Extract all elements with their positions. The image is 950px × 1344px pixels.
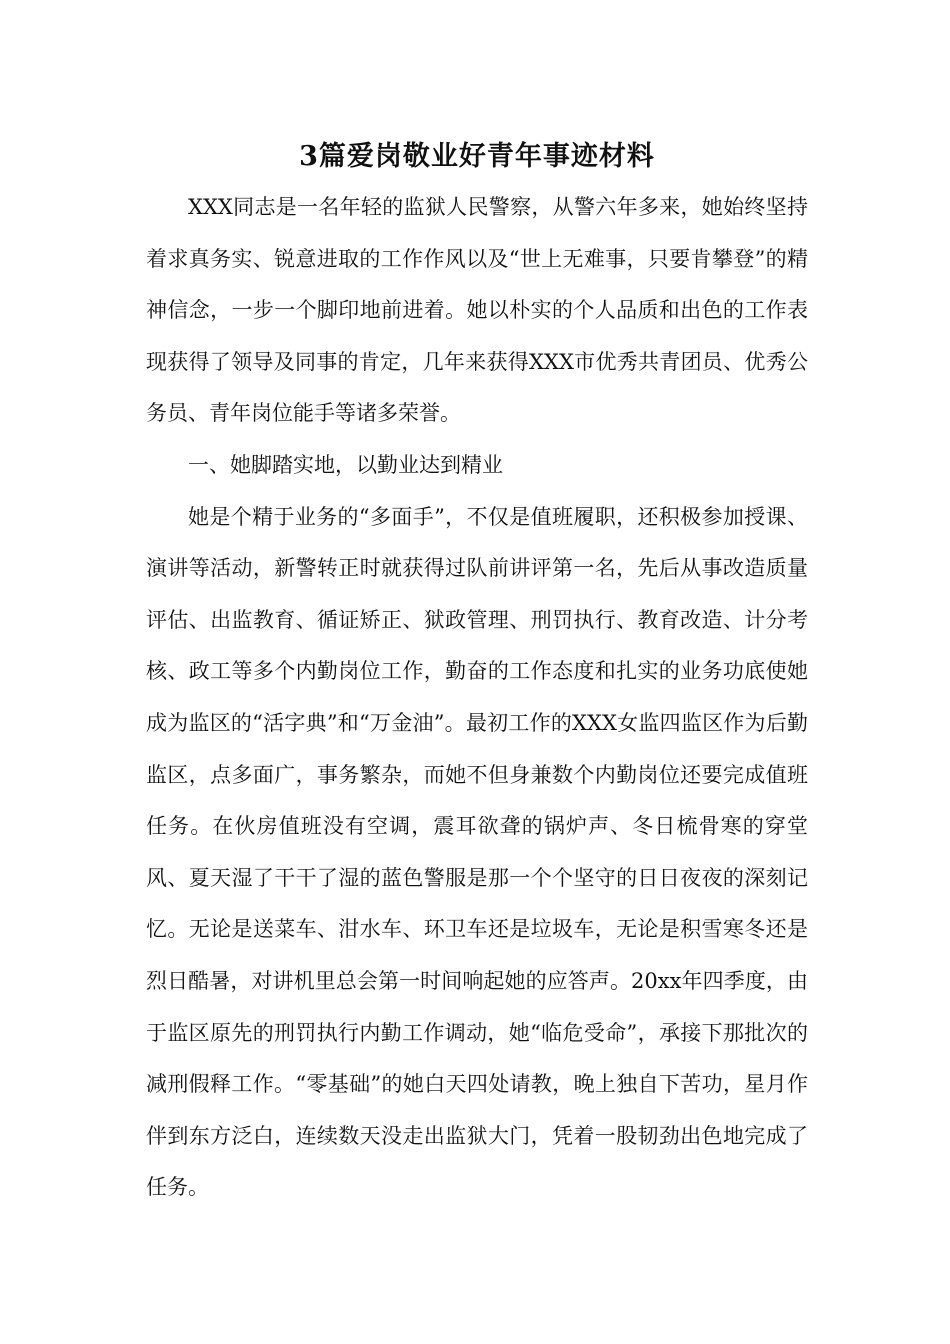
document-title: 3篇爱岗敬业好青年事迹材料 [299, 141, 655, 172]
section-heading: 一、她脚踏实地，以勤业达到精业 [188, 452, 503, 477]
document-page [146, 132, 808, 1214]
intro-paragraph: XXX同志是一名年轻的监狱人民警察，从警六年多来，她始终坚持着求真务实、锐意进取的工作作风以及“世上无难事，只要肯攀登”的精神信念，一步一个脚印地前进着。她以朴实的个人品质和出色的工作表现获得了领导及同事的肯定，几年来获得XXX市优秀共青团员、优秀公务员、青年岗位能手等诸多荣誉。 [146, 195, 808, 426]
section-paragraph: 她是个精于业务的“多面手”，不仅是值班履职，还积极参加授课、演讲等活动，新警转正时就获得过队前讲评第一名，先后从事改造质量评估、出监教育、循证矫正、狱政管理、刑罚执行、教育改造、计分考核、政工等多个内勤岗位工作，勤奋的工作态度和扎实的业务功底使她成为监区的“活字典”和“万金油”。最初工作的XXX女监四监区作为后勤监区，点多面广，事务繁杂，而她不但身兼数个内勤岗位还要完成值班任务。在伙房值班没有空调，震耳欲聋的锅炉声、冬日梳骨寒的穿堂风、夏天湿了干干了湿的蓝色警服是那一个个坚守的日日夜夜的深刻记忆。无论是送菜车、泔水车、环卫车还是垃圾车，无论是积雪寒冬还是烈日酷暑，对讲机里总会第一时间响起她的应答声。20xx年四季度，由于监区原先的刑罚执行内勤工作调动，她“临危受命”，承接下那批次的减刑假释工作。“零基础”的她白天四处请教，晚上独自下苦功，星月作伴到东方泛白，连续数天没走出监狱大门，凭着一股韧劲出色地完成了任务。 [146, 504, 808, 1200]
